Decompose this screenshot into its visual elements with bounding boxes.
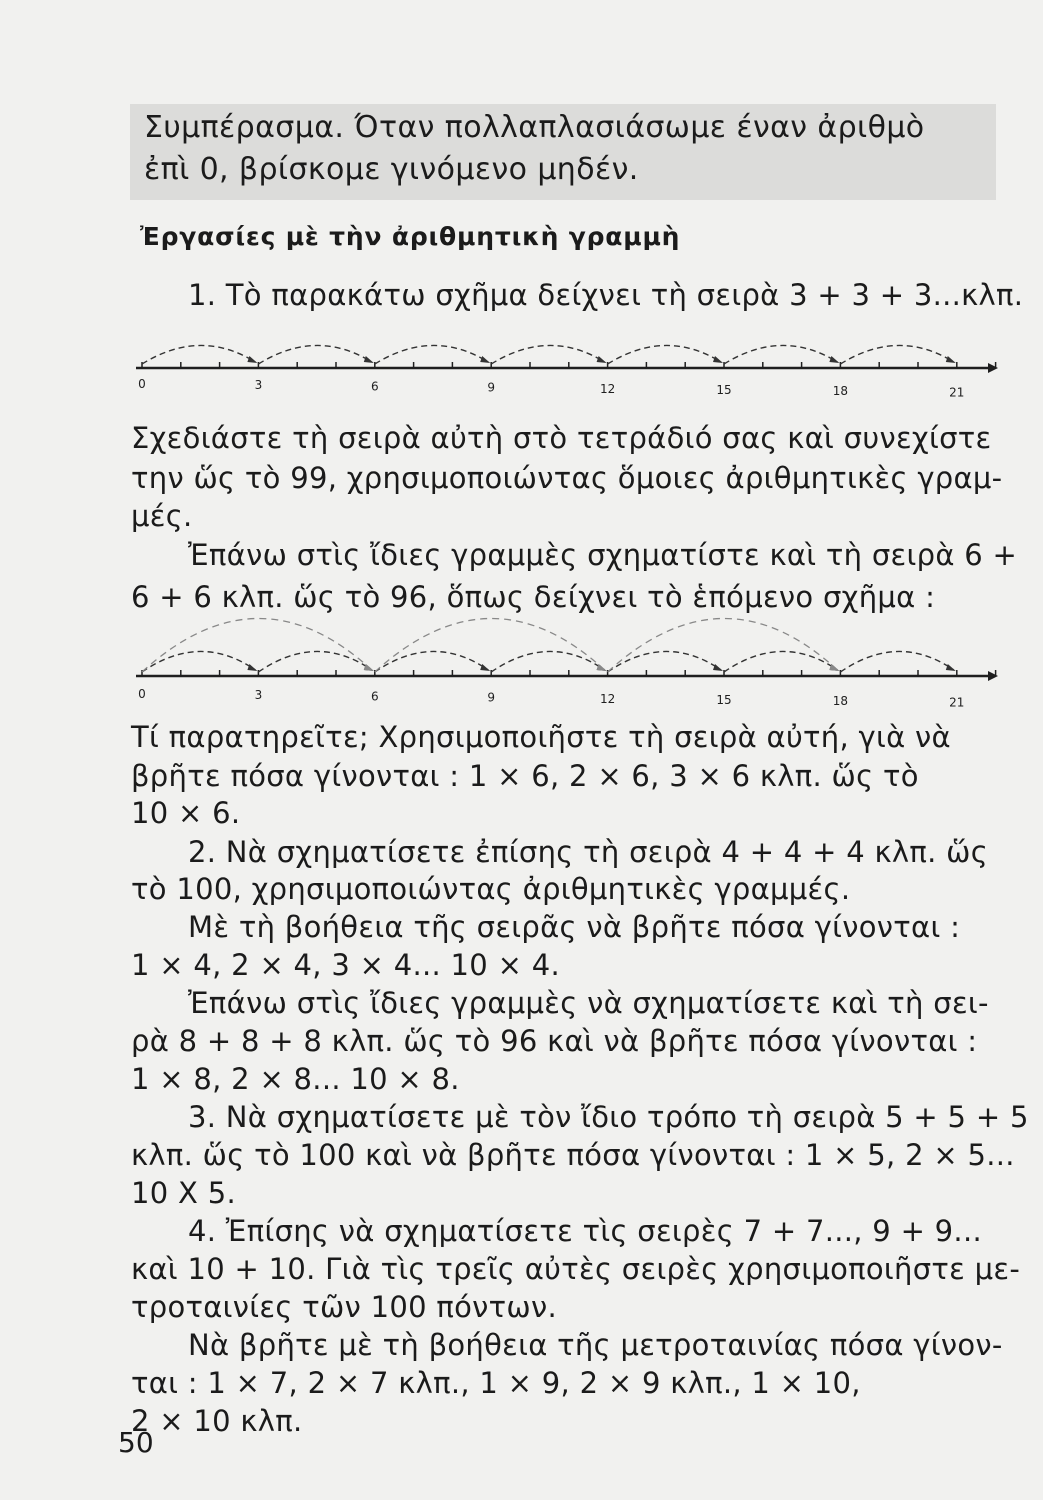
tick-label: 6 bbox=[370, 379, 379, 394]
jump-arc bbox=[375, 618, 605, 672]
jump-arc bbox=[258, 651, 371, 672]
jump-arc bbox=[840, 345, 953, 364]
tick-label: 0 bbox=[138, 377, 146, 391]
tick-label: 12 bbox=[599, 691, 616, 706]
jump-arc bbox=[608, 345, 721, 364]
jump-arc bbox=[491, 651, 604, 672]
tick-label: 6 bbox=[370, 689, 379, 704]
text-line-2: Σχεδιάστε τὴ σειρὰ αὐτὴ στὸ τετράδιό σας καὶ συνεχίστε bbox=[131, 421, 992, 455]
axis-arrow bbox=[988, 363, 998, 373]
text-line-11: τὸ 100, χρησιμοποιώντας ἀριθμητικὲς γραμμές. bbox=[131, 872, 851, 906]
jump-arc bbox=[258, 345, 371, 364]
conclusion-box bbox=[130, 104, 996, 200]
text-line-6: 6 + 6 κλπ. ὥς τὸ 96, ὅπως δείχνει τὸ ἑπόμενο σχῆμα : bbox=[131, 580, 936, 614]
conclusion-line-2: ἐπὶ 0, βρίσκομε γινόμενο μηδέν. bbox=[144, 152, 639, 187]
jump-arc bbox=[491, 345, 604, 364]
tick-label: 21 bbox=[949, 695, 965, 708]
text-line-14: Ἐπάνω στὶς ἴδιες γραμμὲς νὰ σχηματίσετε καὶ τὴ σει- bbox=[188, 986, 989, 1020]
tick-label: 3 bbox=[254, 688, 263, 703]
jump-arc bbox=[142, 651, 255, 672]
jump-arc bbox=[142, 618, 372, 672]
section-heading: Ἐργασίες μὲ τὴν ἀριθμητικὴ γραμμὴ bbox=[140, 222, 681, 251]
tick-label: 3 bbox=[254, 378, 263, 393]
tick-label: 15 bbox=[716, 383, 732, 397]
tick-label: 18 bbox=[832, 384, 849, 399]
text-line-19: 10 X 5. bbox=[131, 1176, 236, 1210]
text-line-17: 3. Νὰ σχηματίσετε μὲ τὸν ἴδιο τρόπο τὴ σειρὰ 5 + 5 + 5 bbox=[188, 1100, 1029, 1134]
text-line-1: 1. Τὸ παρακάτω σχῆμα δείχνει τὴ σειρὰ 3 + 3 + 3...κλπ. bbox=[188, 278, 1024, 312]
arc-arrowhead bbox=[829, 356, 839, 363]
text-line-18: κλπ. ὥς τὸ 100 καὶ νὰ βρῆτε πόσα γίνονται : 1 × 5, 2 × 5... bbox=[131, 1138, 1015, 1172]
text-line-7: Τί παρατηρεῖτε; Χρησιμοποιῆστε τὴ σειρὰ αὐτή, γιὰ νὰ bbox=[131, 720, 951, 754]
conclusion-line-1: Συμπέρασμα. Όταν πολλαπλασιάσωμε έναν ἀριθμὸ bbox=[144, 110, 925, 145]
arc-arrowhead bbox=[597, 356, 607, 363]
text-line-9: 10 × 6. bbox=[131, 796, 241, 830]
jump-arc bbox=[724, 345, 837, 364]
jump-arc bbox=[375, 651, 488, 672]
tick-label: 18 bbox=[832, 694, 849, 708]
text-line-3: την ὥς τὸ 99, χρησιμοποιώντας ὅμοιες ἀριθμητικὲς γραμ- bbox=[131, 461, 1003, 495]
tick-label: 15 bbox=[716, 693, 732, 707]
arc-arrowhead bbox=[247, 356, 257, 363]
number-line-2 bbox=[130, 608, 1000, 708]
text-line-20: 4. Ἐπίσης νὰ σχηματίσετε τὶς σειρὲς 7 + 7..., 9 + 9... bbox=[188, 1214, 982, 1248]
text-line-5: Ἐπάνω στὶς ἴδιες γραμμὲς σχηματίστε καὶ τὴ σειρὰ 6 + bbox=[188, 538, 1018, 572]
text-line-8: βρῆτε πόσα γίνονται : 1 × 6, 2 × 6, 3 × 6 κλπ. ὥς τὸ bbox=[131, 759, 919, 793]
jump-arc bbox=[608, 618, 838, 672]
arc-arrowhead bbox=[480, 356, 490, 363]
text-line-4: μές. bbox=[131, 499, 193, 533]
axis-arrow bbox=[988, 671, 998, 681]
page-number: 50 bbox=[118, 1426, 154, 1459]
arc-arrowhead bbox=[946, 356, 956, 363]
text-line-10: 2. Νὰ σχηματίσετε ἐπίσης τὴ σειρὰ 4 + 4 + 4 κλπ. ὥς bbox=[188, 835, 989, 869]
jump-arc bbox=[375, 345, 488, 364]
text-line-13: 1 × 4, 2 × 4, 3 × 4... 10 × 4. bbox=[131, 948, 560, 982]
number-line-1 bbox=[130, 330, 1000, 410]
text-line-16: 1 × 8, 2 × 8... 10 × 8. bbox=[131, 1062, 460, 1096]
text-line-21: καὶ 10 + 10. Γιὰ τὶς τρεῖς αὐτὲς σειρὲς χρησιμοποιῆστε με- bbox=[131, 1252, 1021, 1286]
arc-arrowhead bbox=[364, 356, 374, 363]
jump-arc bbox=[724, 651, 837, 672]
jump-arc bbox=[608, 651, 721, 672]
tick-label: 0 bbox=[138, 687, 146, 701]
text-line-23: Νὰ βρῆτε μὲ τὴ βοήθεια τῆς μετροταινίας πόσα γίνον- bbox=[188, 1328, 1003, 1362]
tick-label: 21 bbox=[949, 385, 965, 400]
text-line-12: Μὲ τὴ βοήθεια τῆς σειρᾶς νὰ βρῆτε πόσα γίνονται : bbox=[188, 910, 961, 944]
tick-label: 9 bbox=[487, 690, 496, 705]
jump-arc bbox=[142, 345, 255, 364]
tick-label: 12 bbox=[599, 381, 616, 396]
tick-label: 9 bbox=[487, 380, 496, 395]
number-line-2-svg bbox=[130, 608, 1000, 708]
text-line-25: 2 × 10 κλπ. bbox=[131, 1404, 303, 1438]
text-line-24: ται : 1 × 7, 2 × 7 κλπ., 1 × 9, 2 × 9 κλπ., 1 × 10, bbox=[131, 1366, 861, 1400]
text-line-15: ρὰ 8 + 8 + 8 κλπ. ὥς τὸ 96 καὶ νὰ βρῆτε πόσα γίνονται : bbox=[131, 1024, 978, 1058]
number-line-1-svg bbox=[130, 330, 1000, 410]
text-line-22: τροταινίες τῶν 100 πόντων. bbox=[131, 1290, 558, 1324]
arc-arrowhead bbox=[713, 356, 723, 363]
jump-arc bbox=[840, 651, 953, 672]
